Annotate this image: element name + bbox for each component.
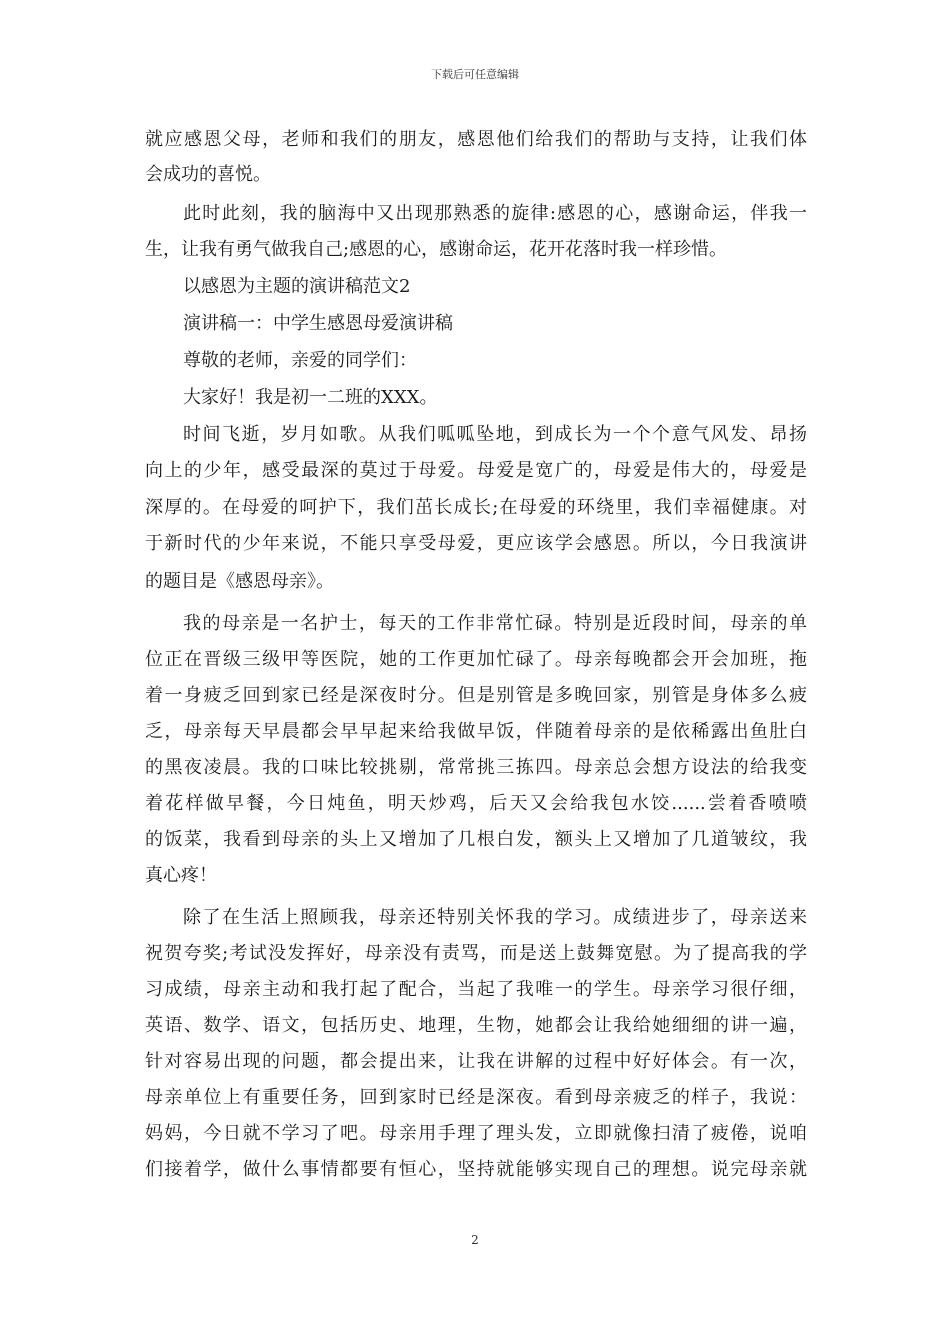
text-line: 我的母亲是一名护士，每天的工作非常忙碌。特别是近段时间，母亲的单 [183, 613, 807, 634]
speech-title: 演讲稿一：中学生感恩母爱演讲稿 [183, 313, 453, 334]
text-line: 除了在生活上照顾我，母亲还特别关怀我的学习。成绩进步了，母亲送来 [183, 907, 807, 928]
text-line: 母亲单位上有重要任务，回到家时已经是深夜。看到母亲疲乏的样子，我说： [145, 1087, 807, 1108]
section-title: 以感恩为主题的演讲稿范文2 [183, 276, 411, 297]
text-line: 就应感恩父母，老师和我们的朋友，感恩他们给我们的帮助与支持，让我们体 [145, 129, 807, 150]
text-line: 着花样做早餐，今日炖鱼，明天炒鸡，后天又会给我包水饺......尝着香喷喷 [145, 793, 807, 814]
text-line: 针对容易出现的问题，都会提出来，让我在讲解的过程中好好体会。有一次， [145, 1051, 807, 1072]
text-line: 的黑夜凌晨。我的口味比较挑剔，常常挑三拣四。母亲总会想方设法的给我变 [145, 757, 807, 778]
text-line: 真心疼！ [145, 865, 217, 886]
text-line: 的饭菜，我看到母亲的头上又增加了几根白发，额头上又增加了几道皱纹，我 [145, 829, 807, 850]
text-line: 时间飞逝，岁月如歌。从我们呱呱坠地，到成长为一个个意气风发、昂扬 [183, 424, 807, 445]
greeting: 大家好！我是初一二班的XXX。 [183, 387, 438, 408]
text-line: 会成功的喜悦。 [145, 164, 271, 185]
text-line: 向上的少年，感受最深的莫过于母爱。母爱是宽广的，母爱是伟大的，母爱是 [145, 460, 807, 481]
salutation: 尊敬的老师，亲爱的同学们： [183, 350, 417, 371]
text-line: 习成绩，母亲主动和我打起了配合，当起了我唯一的学生。母亲学习很仔细， [145, 979, 807, 1000]
text-line: 着一身疲乏回到家已经是深夜时分。但是别管是多晚回家，别管是身体多么疲 [145, 685, 807, 706]
text-line: 于新时代的少年来说，不能只享受母爱，更应该学会感恩。所以，今日我演讲 [145, 533, 807, 554]
text-line: 英语、数学、语文，包括历史、地理，生物，她都会让我给她细细的讲一遍， [145, 1015, 807, 1036]
text-line: 此时此刻，我的脑海中又出现那熟悉的旋律:感恩的心，感谢命运，伴我一 [183, 203, 807, 224]
text-line: 祝贺夸奖;考试没发挥好，母亲没有责骂，而是送上鼓舞宽慰。为了提高我的学 [145, 943, 807, 964]
page-header: 下载后可任意编辑 [431, 68, 519, 81]
text-line: 乏，母亲每天早晨都会早早起来给我做早饭，伴随着母亲的是依稀露出鱼肚白 [145, 721, 807, 742]
text-line: 们接着学，做什么事情都要有恒心，坚持就能够实现自己的理想。说完母亲就 [145, 1159, 807, 1180]
page-number: 2 [471, 1233, 479, 1247]
text-line: 的题目是《感恩母亲》。 [145, 571, 334, 592]
text-line: 妈妈，今日就不学习了吧。母亲用手理了理头发，立即就像扫清了疲倦，说咱 [145, 1123, 807, 1144]
text-line: 生，让我有勇气做我自己;感恩的心，感谢命运，花开花落时我一样珍惜。 [145, 239, 728, 260]
text-line: 深厚的。在母爱的呵护下，我们茁长成长;在母爱的环绕里，我们幸福健康。对 [145, 497, 807, 518]
text-line: 位正在晋级三级甲等医院，她的工作更加忙碌了。母亲每晚都会开会加班，拖 [145, 649, 807, 670]
